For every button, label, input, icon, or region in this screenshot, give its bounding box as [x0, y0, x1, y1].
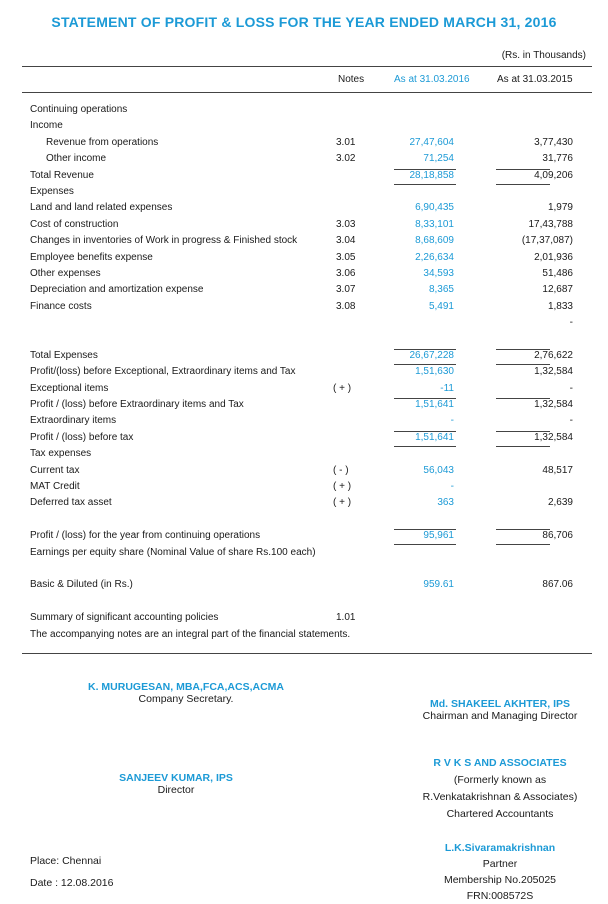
row-value-previous: 867.06 — [542, 579, 573, 591]
previous-year-column-header: As at 31.03.2015 — [497, 74, 573, 85]
row-label: Profit/(loss) before Exceptional, Extraordinary items and Tax — [30, 366, 296, 378]
row-value-current: 8,365 — [428, 284, 454, 296]
row-value-previous: - — [569, 415, 573, 427]
signatory-auditor — [400, 755, 600, 823]
table-row — [0, 430, 608, 446]
partner-name: L.K.Sivaramakrishnan — [444, 842, 556, 854]
table-row — [0, 299, 608, 315]
table-row — [0, 463, 608, 479]
row-note: 3.01 — [336, 136, 356, 148]
row-value-current: 1,51,630 — [415, 366, 454, 378]
row-value-previous: 1,32,584 — [534, 366, 573, 378]
row-note: 1.01 — [336, 612, 356, 624]
director-name: SANJEEV KUMAR, IPS — [119, 772, 233, 784]
place-line: Place: Chennai — [30, 855, 102, 867]
row-label: Extraordinary items — [30, 415, 117, 427]
row-note: 3.02 — [336, 153, 356, 165]
table-row — [0, 233, 608, 249]
partner-role: Partner — [482, 858, 518, 870]
row-note: 3.06 — [336, 267, 356, 279]
row-note: 3.05 — [336, 251, 356, 263]
row-value-previous: - — [569, 382, 573, 394]
row-value-current: 363 — [437, 497, 454, 509]
row-value-current: -11 — [440, 382, 454, 394]
row-sign: ( + ) — [333, 382, 352, 394]
row-value-previous: 12,687 — [542, 284, 573, 296]
table-row — [0, 512, 608, 528]
partner-membership: Membership No.205025 — [443, 874, 557, 886]
table-row — [0, 200, 608, 216]
signatory-partner — [400, 840, 600, 904]
table-row — [0, 545, 608, 561]
partner-frn: FRN:008572S — [466, 890, 534, 902]
row-label: Continuing operations — [30, 104, 128, 115]
row-label: Other income — [46, 153, 107, 165]
current-year-column-header: As at 31.03.2016 — [394, 74, 470, 85]
row-label: Employee benefits expense — [30, 251, 153, 263]
table-row — [0, 364, 608, 380]
row-label: Profit / (loss) for the year from continuing operations — [30, 530, 261, 542]
table-row — [0, 413, 608, 429]
header-bottom-rule — [22, 92, 592, 93]
row-label: Income — [30, 120, 63, 132]
chairman-role: Chairman and Managing Director — [422, 710, 578, 722]
table-row — [0, 102, 608, 118]
row-value-current: 6,90,435 — [415, 202, 454, 214]
table-row — [0, 561, 608, 577]
row-value-current: 27,47,604 — [409, 136, 454, 148]
row-label: Revenue from operations — [46, 136, 159, 148]
table-row — [0, 282, 608, 298]
row-value-current: 95,961 — [423, 530, 454, 542]
table-row — [0, 184, 608, 200]
row-label: Current tax — [30, 464, 80, 476]
row-label: Other expenses — [30, 267, 101, 279]
table-row — [0, 331, 608, 347]
row-value-current: 5,491 — [428, 300, 454, 312]
table-row — [0, 348, 608, 364]
row-value-previous: (17,37,087) — [521, 235, 573, 247]
row-value-previous: 2,639 — [547, 497, 573, 509]
row-label: Profit / (loss) before tax — [30, 431, 134, 443]
row-sign: ( - ) — [333, 464, 349, 476]
row-value-current: 2,26,634 — [415, 251, 454, 263]
row-label: Earnings per equity share (Nominal Value of share Rs.100 each) — [30, 546, 316, 558]
row-value-current: 26,67,228 — [409, 349, 454, 361]
rule-previous — [496, 349, 550, 350]
row-label: The accompanying notes are an integral part of the financial statements. — [30, 628, 351, 640]
row-value-previous: 86,706 — [542, 530, 573, 542]
table-row — [0, 577, 608, 593]
row-value-current: 1,51,641 — [415, 431, 454, 443]
row-label: Total Revenue — [30, 169, 94, 181]
row-label: Depreciation and amortization expense — [30, 284, 204, 296]
row-label: Deferred tax asset — [30, 497, 112, 509]
row-label: Finance costs — [30, 300, 92, 312]
date-line: Date : 12.08.2016 — [30, 877, 114, 889]
row-note: 3.03 — [336, 218, 356, 230]
auditor-line3: Chartered Accountants — [446, 808, 554, 820]
header-top-rule — [22, 66, 592, 67]
statement-title: STATEMENT OF PROFIT & LOSS FOR THE YEAR ENDED MARCH 31, 2016 — [51, 14, 557, 30]
row-value-previous: 4,09,206 — [534, 169, 573, 181]
row-value-previous: 3,77,430 — [534, 136, 573, 148]
table-row — [0, 381, 608, 397]
units-note: (Rs. in Thousands) — [501, 50, 586, 61]
row-label: Summary of significant accounting policies — [30, 612, 219, 624]
rule-current — [394, 169, 456, 170]
row-label: Cost of construction — [30, 218, 119, 230]
row-value-current: - — [450, 480, 454, 492]
rule-current — [394, 431, 456, 432]
table-row — [0, 217, 608, 233]
table-row — [0, 528, 608, 544]
signatory-secretary — [86, 681, 286, 705]
signatory-chairman — [400, 698, 600, 722]
row-value-current: 71,254 — [423, 153, 454, 165]
table-row — [0, 250, 608, 266]
rule-current — [394, 349, 456, 350]
table-row — [0, 446, 608, 462]
row-value-previous: 1,833 — [547, 300, 573, 312]
table-row — [0, 495, 608, 511]
row-label: Basic & Diluted (in Rs.) — [30, 579, 133, 591]
row-value-current: 56,043 — [423, 464, 454, 476]
row-value-previous: 17,43,788 — [528, 218, 573, 230]
rule-previous — [496, 529, 550, 530]
signatory-director — [76, 772, 276, 796]
row-value-previous: 1,979 — [547, 202, 573, 214]
table-row — [0, 315, 608, 331]
table-row — [0, 118, 608, 134]
row-label: Total Expenses — [30, 349, 98, 361]
row-value-current: - — [450, 415, 454, 427]
table-row — [0, 266, 608, 282]
footer-rule — [22, 653, 592, 654]
notes-column-header: Notes — [338, 74, 365, 85]
table-row — [0, 135, 608, 151]
row-value-current: 1,51,641 — [415, 399, 454, 411]
row-value-previous: 48,517 — [542, 464, 573, 476]
director-role: Director — [157, 784, 195, 796]
table-row — [0, 397, 608, 413]
row-label: Expenses — [30, 185, 74, 197]
table-row — [0, 610, 608, 626]
row-value-current: 34,593 — [423, 267, 454, 279]
table-row — [0, 627, 608, 643]
rule-current — [394, 398, 456, 399]
row-value-current: 959.61 — [423, 579, 454, 591]
row-value-previous: 2,01,936 — [534, 251, 573, 263]
table-row — [0, 168, 608, 184]
chairman-name: Md. SHAKEEL AKHTER, IPS — [429, 698, 570, 710]
rule-current — [394, 529, 456, 530]
row-value-previous: 51,486 — [542, 267, 573, 279]
row-label: Exceptional items — [30, 382, 109, 394]
row-note: 3.08 — [336, 300, 356, 312]
row-value-previous: 1,32,584 — [534, 399, 573, 411]
row-sign: ( + ) — [333, 497, 352, 509]
rule-previous — [496, 169, 550, 170]
auditor-name: R V K S AND ASSOCIATES — [433, 757, 567, 769]
row-value-current: 8,33,101 — [415, 218, 454, 230]
row-label: Changes in inventories of Work in progress & Finished stock — [30, 235, 298, 247]
row-label: MAT Credit — [30, 480, 80, 492]
row-note: 3.07 — [336, 284, 356, 296]
row-value-current: 8,68,609 — [415, 235, 454, 247]
statement-table — [0, 102, 608, 643]
rule-previous — [496, 431, 550, 432]
row-value-previous: 31,776 — [542, 153, 573, 165]
row-value-previous: - — [569, 317, 573, 329]
row-sign: ( + ) — [333, 480, 352, 492]
row-label: Profit / (loss) before Extraordinary items and Tax — [30, 399, 244, 411]
row-note: 3.04 — [336, 235, 356, 247]
auditor-line2: R.Venkatakrishnan & Associates) — [422, 791, 578, 803]
row-label: Land and land related expenses — [30, 202, 173, 214]
secretary-role: Company Secretary. — [138, 693, 234, 705]
secretary-name: K. MURUGESAN, MBA,FCA,ACS,ACMA — [88, 681, 284, 693]
table-row — [0, 594, 608, 610]
row-value-previous: 1,32,584 — [534, 431, 573, 443]
row-label: Tax expenses — [30, 448, 92, 460]
auditor-line1: (Formerly known as — [453, 774, 547, 786]
table-row — [0, 151, 608, 167]
rule-previous — [496, 398, 550, 399]
row-value-previous: 2,76,622 — [534, 349, 573, 361]
row-value-current: 28,18,858 — [409, 169, 454, 181]
table-row — [0, 479, 608, 495]
